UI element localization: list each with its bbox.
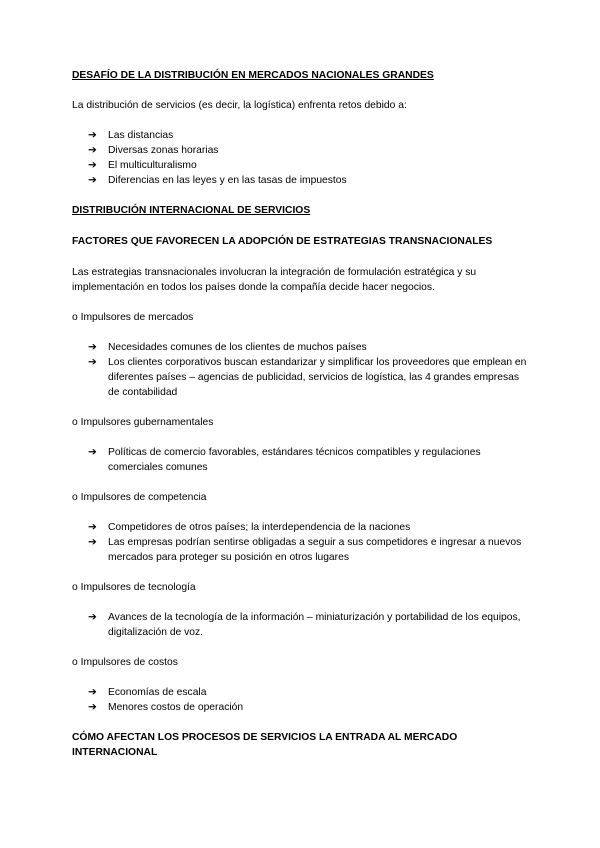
driver-list-costs <box>72 685 532 715</box>
driver-list-competition <box>72 520 532 565</box>
list-item: ➔ Los clientes corporativos buscan estandarizar y simplificar los proveedores que emplean en diferentes países – agencias de publicidad, servicios de logística, las 4 grandes empresas de contabilidad <box>88 357 527 398</box>
driver-label-costs: o Impulsores de costos <box>72 657 178 668</box>
arrow-right-icon: ➔ <box>88 145 97 156</box>
arrow-right-icon: ➔ <box>88 537 97 548</box>
section-title-international-entry: CÓMO AFECTAN LOS PROCESOS DE SERVICIOS LA ENTRADA AL MERCADO INTERNACIONAL <box>72 732 458 758</box>
list-item: ➔ Políticas de comercio favorables, estándares técnicos compatibles y regulaciones comerciales comunes <box>88 447 481 473</box>
challenges-list <box>72 128 532 188</box>
list-item: ➔ Menores costos de operación <box>88 702 244 713</box>
list-item: ➔ Las distancias <box>88 130 174 141</box>
driver-label-technology: o Impulsores de tecnología <box>72 582 196 593</box>
arrow-right-icon: ➔ <box>88 522 97 533</box>
intro-paragraph-transnational: Las estrategias transnacionales involucran la integración de formulación estratégica y su implementación en todos los países donde la compañía decide hacer negocios. <box>72 267 477 293</box>
list-item: ➔ Avances de la tecnología de la información – miniaturización y portabilidad de los equipos, digitalización de voz. <box>88 612 521 638</box>
arrow-right-icon: ➔ <box>88 447 97 458</box>
arrow-right-icon: ➔ <box>88 342 97 353</box>
list-item: ➔ Diversas zonas horarias <box>88 145 219 156</box>
arrow-right-icon: ➔ <box>88 357 97 368</box>
arrow-right-icon: ➔ <box>88 175 97 186</box>
driver-list-markets <box>72 340 532 400</box>
list-item: ➔ Diferencias en las leyes y en las tasas de impuestos <box>88 175 347 186</box>
arrow-right-icon: ➔ <box>88 687 97 698</box>
subsection-title-transnational-factors: FACTORES QUE FAVORECEN LA ADOPCIÓN DE ESTRATEGIAS TRANSNACIONALES <box>72 236 493 247</box>
arrow-right-icon: ➔ <box>88 130 97 141</box>
driver-label-government: o Impulsores gubernamentales <box>72 417 214 428</box>
list-item: ➔ Competidores de otros países; la interdependencia de la naciones <box>88 522 411 533</box>
document-page <box>72 68 532 760</box>
list-item: ➔ Las empresas podrían sentirse obligadas a seguir a sus competidores e ingresar a nuevos mercados para proteger su posición en otros lugares <box>88 537 522 563</box>
list-item: ➔ Necesidades comunes de los clientes de muchos países <box>88 342 367 353</box>
arrow-right-icon: ➔ <box>88 160 97 171</box>
section-title-domestic-distribution: DESAFÍO DE LA DISTRIBUCIÓN EN MERCADOS NACIONALES GRANDES <box>72 70 434 81</box>
list-item: ➔ El multiculturalismo <box>88 160 197 171</box>
driver-list-government <box>72 445 532 475</box>
section-title-international-distribution: DISTRIBUCIÓN INTERNACIONAL DE SERVICIOS <box>72 205 311 216</box>
intro-paragraph-distribution: La distribución de servicios (es decir, la logística) enfrenta retos debido a: <box>72 100 407 111</box>
driver-list-technology <box>72 610 532 640</box>
driver-label-competition: o Impulsores de competencia <box>72 492 207 503</box>
arrow-right-icon: ➔ <box>88 612 97 623</box>
list-item: ➔ Economías de escala <box>88 687 207 698</box>
arrow-right-icon: ➔ <box>88 702 97 713</box>
driver-label-markets: o Impulsores de mercados <box>72 312 194 323</box>
